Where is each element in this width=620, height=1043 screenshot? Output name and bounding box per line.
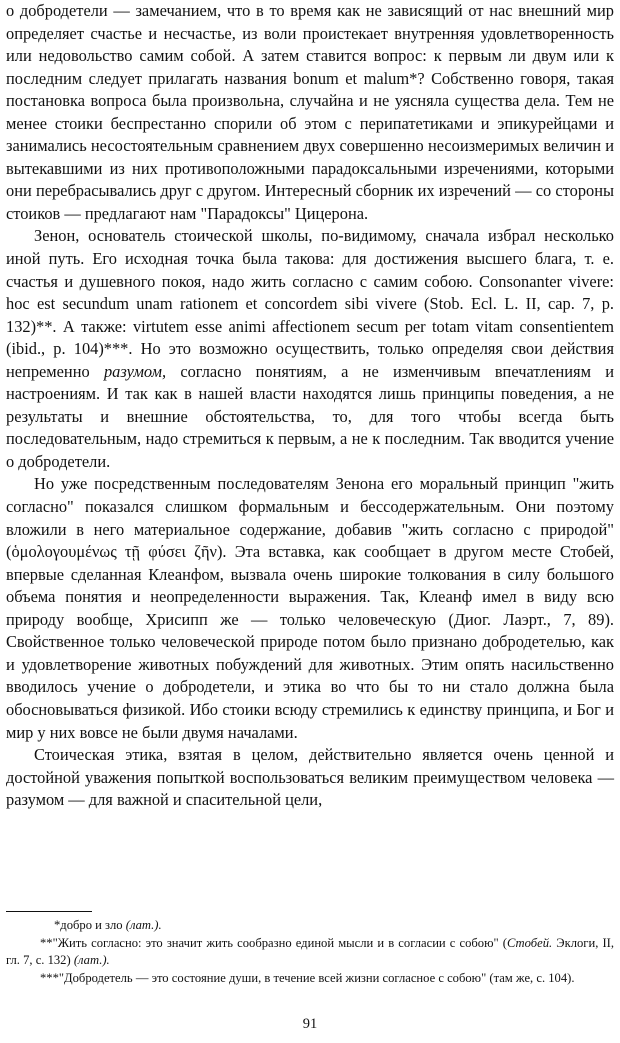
footnotes bbox=[6, 917, 614, 987]
footnote-1-italic: (лат.). bbox=[125, 918, 162, 932]
footnote-2-text-a: **"Жить согласно: это значит жить сообразно единой мысли и в согласии с собою" ( bbox=[40, 935, 507, 950]
paragraph-2-part-b: согласно понятиям, а не изменчивым впечатлениям и настроениям. И так как в нашей власти находятся лишь принципы поведения, а не результаты и внешние обстоятельства, то, для того чтобы всегда быть последовательным, надо стремиться к первым, а не к последним. Так вводится учение о добродетели. bbox=[6, 361, 614, 471]
paragraph-1: о добродетели — замечанием, что в то время как не зависящий от нас внешний мир определяет счастье и несчастье, из воли проистекает внутренняя удовлетворенность или недовольство самим собой. А затем ставится вопрос: к первым ли двум или к последним следует прилагать названия bonum et malum*? Собственно говоря, такая постановка вопроса была произвольна, случайна и не уясняла существа дела. Тем не менее стоики беспрестанно спорили об этом с перипатетиками и эпикурейцами и занимались несостоятельным сравнением двух совершенно несоизмеримых величин и вытекавшими из них противоположными парадоксальными изречениями, которыми они перебрасывались друг с другом. Интересный сборник их изречений — со стороны стоиков — предлагают нам "Парадоксы" Цицерона. bbox=[6, 1, 614, 223]
paragraph-3: Но уже посредственным последователям Зенона его моральный принцип "жить согласно" показался слишком формальным и бессодержательным. Они поэтому вложили в него материальное содержание, добавив "жить согласно с природой" (ὁμολογουμένως τῇ φύσει ζῆν). Эта вставка, как сообщает в другом месте Стобей, впервые сделанная Клеанфом, вызвала очень широкие толкования в силу большого объема понятия и неопределенности выражения. Так, Клеанф имел в виду всю природу вообще, Хрисипп же — только человеческую (Диог. Лаэрт., 7, 89). Свойственное только человеческой природе потом было признано добродетелью, как и удовлетворение животных побуждений для животных. Этим опять насильственно вводилось учение о добродетели, и этика во что бы то ни стало должна была обосновываться физикой. Ибо стоики всюду стремились к единству принципа, и Бог и мир у них вовсе не были двумя началами. bbox=[6, 474, 614, 742]
footnote-divider bbox=[6, 911, 92, 912]
paragraph-2 bbox=[6, 225, 614, 473]
footnote-2-italic-author: Стобей. bbox=[506, 935, 553, 950]
footnote-1 bbox=[6, 917, 614, 935]
paragraph-2-part-a: Зенон, основатель стоической школы, по-видимому, сначала избрал несколько иной путь. Его исходная точка была такова: для достижения высшего блага, т. е. счастья и душевного покоя, надо жить согласно с самим собою. Consonanter vivere: hoc est secundum unam rationem et concordem sibi vivere (Stob. Ecl. L. II, cap. 7, p. 132)**. А также: virtutem esse animi affectionem secum per totam vitam consentientem (ibid., p. 104)***. Но это возможно осуществить, только определяя свои действия непременно bbox=[6, 226, 614, 381]
footnote-3: ***"Добродетель — это состояние души, в течение всей жизни согласное с собою" (там же, с. 104). bbox=[40, 970, 575, 985]
main-text bbox=[6, 0, 614, 812]
footnote-2 bbox=[6, 935, 614, 970]
page-number: 91 bbox=[302, 1016, 318, 1032]
paragraph-2-italic: разумом, bbox=[103, 361, 167, 381]
paragraph-4: Стоическая этика, взятая в целом, действительно является очень ценной и достойной уважения попыткой воспользоваться великим преимуществом человека — разумом — для важной и спасительной цели, bbox=[6, 745, 614, 810]
footnote-2-italic-lang: (лат.). bbox=[73, 953, 110, 968]
footnote-1-text: *добро и зло bbox=[54, 918, 126, 932]
footnote-2-text-b: Эклоги, II, гл. 7, с. 132) bbox=[6, 935, 615, 968]
